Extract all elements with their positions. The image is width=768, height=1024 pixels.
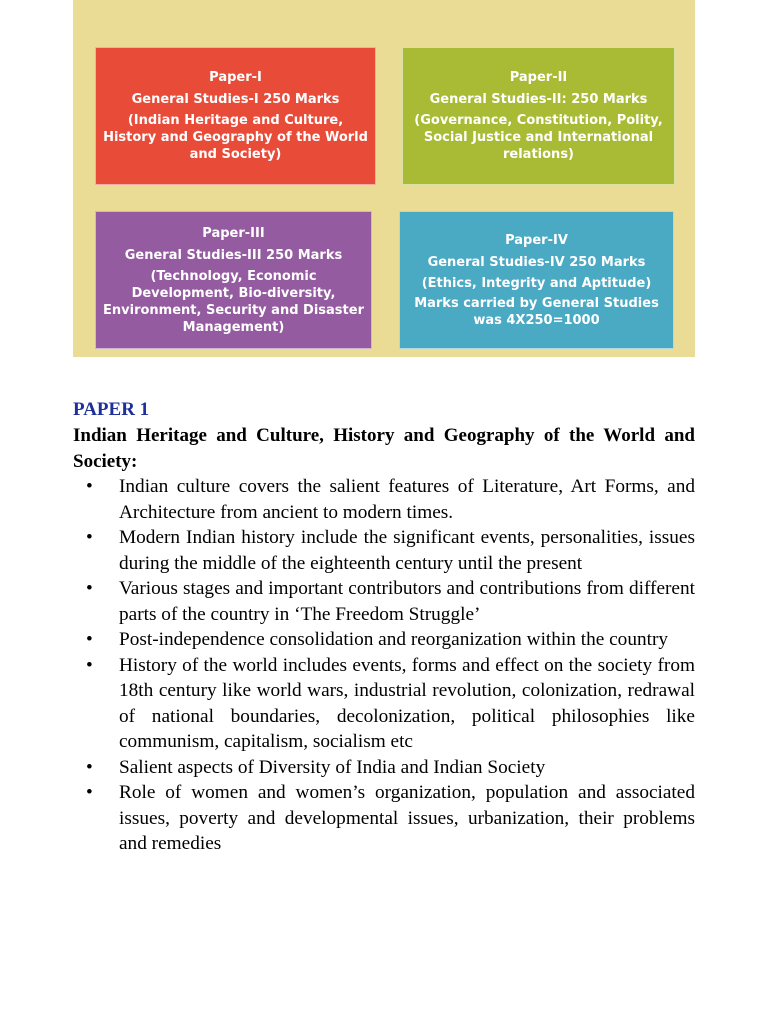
paper-1-card (95, 47, 376, 185)
paper-4-card (399, 211, 674, 349)
paper-3-description: (Technology, Economic Development, Bio-diversity, Environment, Security and Disaster Management) (103, 268, 364, 335)
paper-3-label: Paper-III (202, 225, 265, 241)
paper-4-description: (Ethics, Integrity and Aptitude) (421, 275, 652, 291)
paper-1-title: General Studies-I 250 Marks (131, 92, 340, 107)
list-item: • Modern Indian history include the significant events, personalities, issues during the middle of the eighteenth century until the present (73, 525, 695, 576)
paper-1-label: Paper-I (209, 70, 262, 85)
syllabus-list (73, 474, 695, 857)
paper-2-description: (Governance, Constitution, Polity, Social Justice and International relations) (414, 113, 663, 162)
list-item: • Role of women and women’s organization, population and associated issues, poverty and developmental issues, urbanization, their problems and remedies (73, 780, 695, 857)
paper-2-label: Paper-II (509, 70, 568, 85)
section-subheading: Indian Heritage and Culture, History and Geography of the World and Society: (73, 425, 695, 472)
list-item: • Indian culture covers the salient features of Literature, Art Forms, and Architecture from ancient to modern times. (73, 474, 695, 525)
paper-4-label: Paper-IV (505, 232, 568, 248)
paper-4-title: General Studies-IV 250 Marks (427, 254, 646, 270)
paper-3-title: General Studies-III 250 Marks (124, 247, 343, 263)
list-item: • History of the world includes events, forms and effect on the society from 18th century like world wars, industrial revolution, colonization, redrawal of national boundaries, decolonization, political philosophies like communism, capitalism, socialism etc (73, 653, 695, 755)
paper-4-total-marks: Marks carried by General Studies was 4X250=1000 (414, 295, 659, 328)
paper-2-title: General Studies-II: 250 Marks (429, 92, 648, 107)
list-item: • Post-independence consolidation and reorganization within the country (73, 627, 695, 653)
list-item: • Salient aspects of Diversity of India and Indian Society (73, 755, 695, 781)
paper-2-card (402, 47, 675, 185)
list-item: • Various stages and important contributors and contributions from different parts of the country in ‘The Freedom Struggle’ (73, 576, 695, 627)
section-heading: PAPER 1 (73, 399, 150, 420)
paper-1-description: (Indian Heritage and Culture, History and Geography of the World and Society) (103, 113, 368, 162)
paper-3-card (95, 211, 372, 349)
paper-1-section (73, 397, 695, 857)
